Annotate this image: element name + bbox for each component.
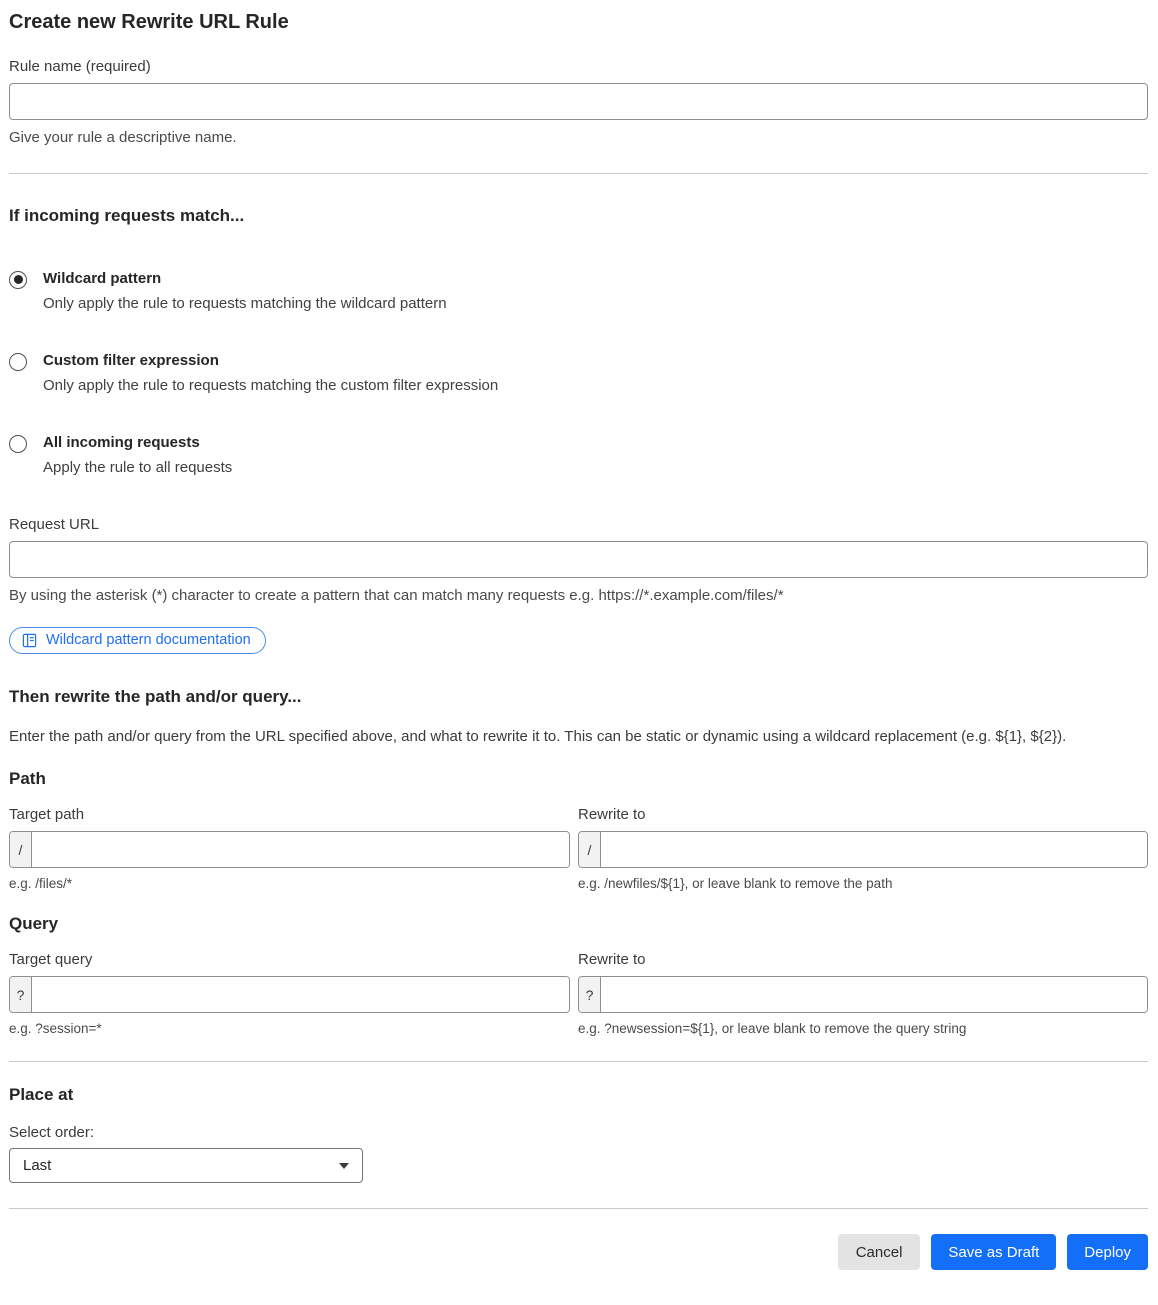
order-select-dropdown[interactable] xyxy=(9,1148,363,1183)
radio-option-custom-filter-expression[interactable] xyxy=(9,352,1148,395)
section-divider xyxy=(9,1061,1148,1062)
save-as-draft-button[interactable]: Save as Draft xyxy=(931,1234,1056,1270)
query-fields-row xyxy=(9,934,1148,1036)
radio-description: Apply the rule to all requests xyxy=(43,458,233,476)
path-rewrite-input-group xyxy=(578,831,1148,868)
query-prefix: ? xyxy=(579,977,601,1012)
radio-option-all-incoming-requests[interactable] xyxy=(9,434,1148,477)
target-query-label: Target query xyxy=(9,951,93,969)
radio-button-icon[interactable] xyxy=(9,353,27,371)
rewrite-section-heading: Then rewrite the path and/or query... xyxy=(9,686,302,706)
request-url-input[interactable] xyxy=(9,541,1148,578)
deploy-button[interactable]: Deploy xyxy=(1067,1234,1148,1270)
wildcard-documentation-label: Wildcard pattern documentation xyxy=(46,632,251,648)
place-at-heading: Place at xyxy=(9,1085,74,1105)
path-rewrite-input[interactable] xyxy=(601,832,1147,867)
query-prefix: ? xyxy=(10,977,32,1012)
path-prefix: / xyxy=(10,832,32,867)
rule-name-input[interactable] xyxy=(9,83,1148,120)
target-path-input-group xyxy=(9,831,570,868)
radio-button-icon[interactable] xyxy=(9,271,27,289)
rewrite-section-description: Enter the path and/or query from the URL specified above, and what to rewrite it to. This can be static or dynamic using a wildcard replacement (e.g. ${1}, ${2}). xyxy=(9,727,1067,745)
footer-actions xyxy=(9,1234,1148,1270)
path-prefix: / xyxy=(579,832,601,867)
query-rewrite-to-label: Rewrite to xyxy=(578,951,646,969)
target-query-input[interactable] xyxy=(32,977,569,1012)
rule-name-label: Rule name (required) xyxy=(9,58,151,75)
radio-button-icon[interactable] xyxy=(9,435,27,453)
book-icon xyxy=(22,633,37,648)
query-rewrite-input[interactable] xyxy=(601,977,1147,1012)
match-section-heading: If incoming requests match... xyxy=(9,205,245,225)
footer-divider xyxy=(9,1208,1148,1209)
request-url-label: Request URL xyxy=(9,515,100,533)
query-rewrite-input-group xyxy=(578,976,1148,1013)
match-type-radio-group xyxy=(9,270,1148,477)
cancel-button[interactable]: Cancel xyxy=(838,1234,921,1270)
target-query-input-group xyxy=(9,976,570,1013)
page-title: Create new Rewrite URL Rule xyxy=(9,11,289,33)
target-path-input[interactable] xyxy=(32,832,569,867)
query-rewrite-helper: e.g. ?newsession=${1}, or leave blank to remove the query string xyxy=(578,1021,967,1037)
request-url-helper: By using the asterisk (*) character to create a pattern that can match many requests e.g. https://*.example.com/files/* xyxy=(9,586,784,604)
path-heading: Path xyxy=(9,769,46,789)
radio-description: Only apply the rule to requests matching the custom filter expression xyxy=(43,376,499,394)
target-path-label: Target path xyxy=(9,806,85,824)
rule-name-helper: Give your rule a descriptive name. xyxy=(9,129,237,146)
target-path-helper: e.g. /files/* xyxy=(9,876,73,892)
order-selected-value: Last xyxy=(23,1157,52,1175)
radio-description: Only apply the rule to requests matching the wildcard pattern xyxy=(43,294,447,312)
section-divider xyxy=(9,173,1148,174)
radio-option-wildcard-pattern[interactable] xyxy=(9,270,1148,313)
chevron-down-icon xyxy=(339,1163,349,1169)
radio-label: Wildcard pattern xyxy=(43,269,162,287)
path-fields-row xyxy=(9,789,1148,891)
wildcard-documentation-button[interactable] xyxy=(9,627,266,654)
radio-label: Custom filter expression xyxy=(43,351,219,369)
path-rewrite-to-label: Rewrite to xyxy=(578,806,646,824)
query-heading: Query xyxy=(9,914,59,934)
path-rewrite-helper: e.g. /newfiles/${1}, or leave blank to remove the path xyxy=(578,876,893,892)
select-order-label: Select order: xyxy=(9,1124,95,1142)
radio-label: All incoming requests xyxy=(43,433,200,451)
target-query-helper: e.g. ?session=* xyxy=(9,1021,102,1037)
